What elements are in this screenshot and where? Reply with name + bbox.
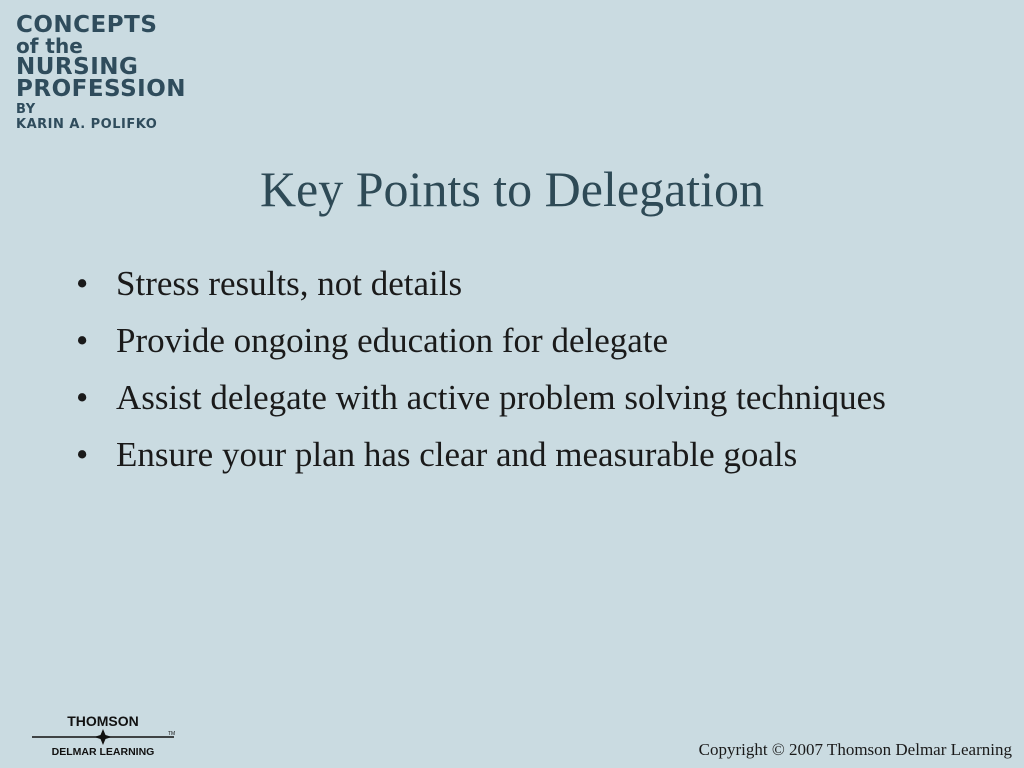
list-item-text: Provide ongoing education for delegate [116,321,669,360]
copyright-text: Copyright © 2007 Thomson Delmar Learning [698,740,1012,759]
publisher-logo-top: THOMSON [67,713,139,729]
book-logo-line: CONCEPTS [16,12,158,38]
book-logo-line: PROFESSION [16,76,186,102]
list-item [76,376,906,420]
trademark-mark: TM [168,731,176,737]
book-logo [16,14,186,132]
book-logo-line: BY [16,102,36,117]
bullet-icon: • [76,435,89,474]
list-item [76,433,906,477]
list-item [76,319,906,363]
book-logo-author: KARIN A. POLIFKO [16,117,158,132]
list-item-text: Assist delegate with active problem solving techniques [116,378,886,417]
star-icon [94,729,112,745]
slide-title: Key Points to Delegation [259,161,765,217]
book-logo-line: NURSING [16,54,139,80]
publisher-logo-bottom: DELMAR LEARNING [51,746,155,758]
list-item [76,262,906,306]
bullet-list [76,262,906,490]
bullet-icon: • [76,378,89,417]
bullet-icon: • [76,264,89,303]
publisher-logo [28,712,178,760]
list-item-text: Stress results, not details [116,264,463,303]
book-logo-line: of the [16,34,83,58]
list-item-text: Ensure your plan has clear and measurable goals [116,435,798,474]
bullet-icon: • [76,321,89,360]
